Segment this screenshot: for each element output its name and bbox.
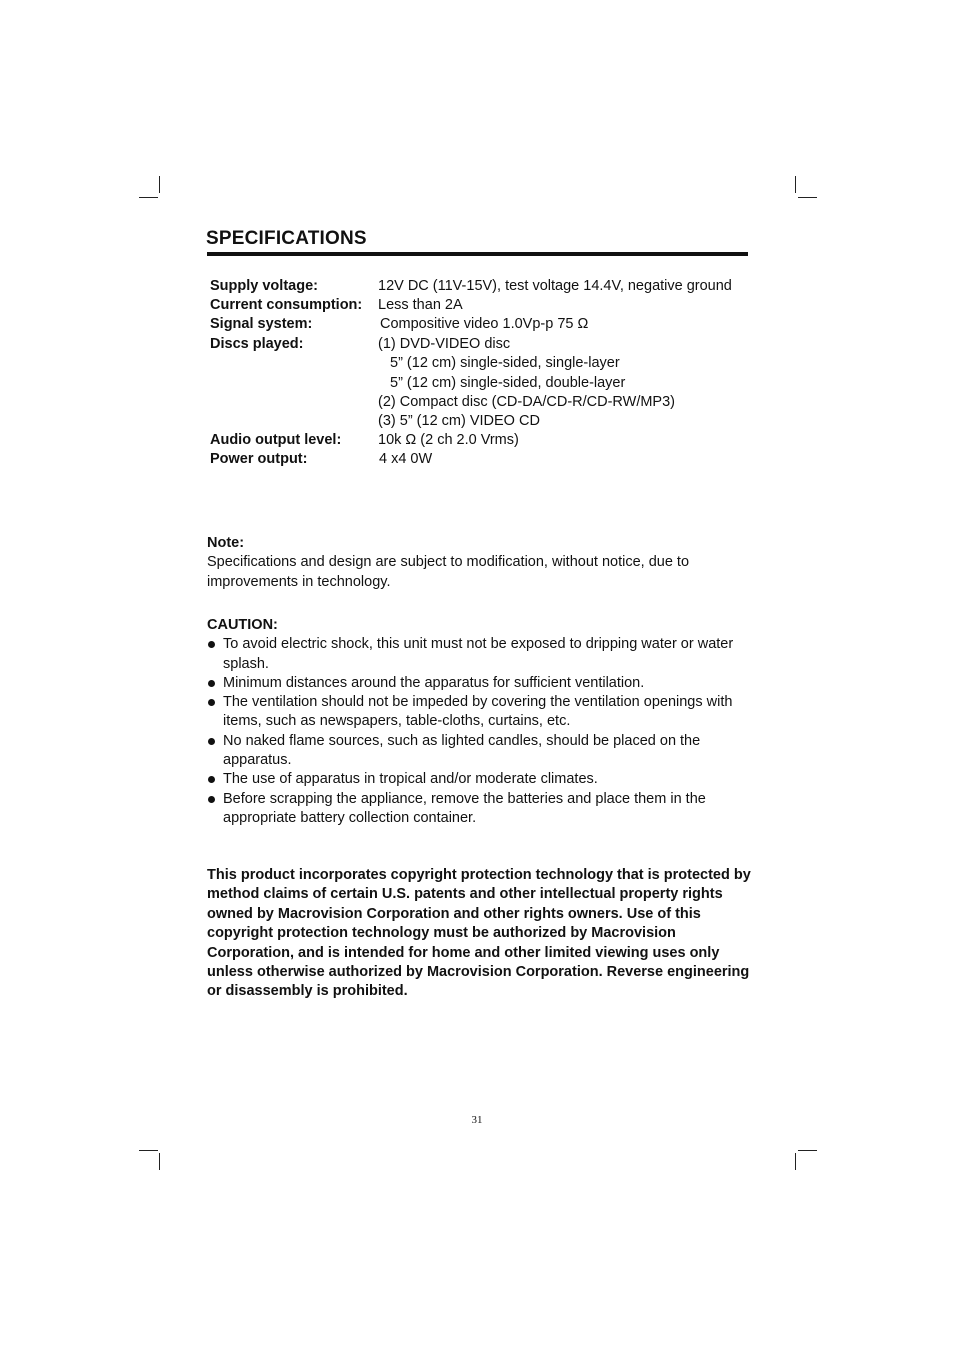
spec-value: 12V DC (11V-15V), test voltage 14.4V, negative ground — [378, 278, 732, 294]
caution-item: Minimum distances around the apparatus for sufficient ventilation. — [207, 674, 752, 693]
caution-item: No naked flame sources, such as lighted candles, should be placed on the apparatus. — [207, 732, 752, 771]
spec-label: Current consumption: — [210, 297, 363, 313]
caution-list — [207, 635, 752, 828]
spec-label: Supply voltage: — [210, 278, 318, 294]
spec-label: Power output: — [210, 451, 308, 467]
spec-value: Compositive video 1.0Vp-p 75 Ω — [380, 316, 589, 332]
spec-value: 5” (12 cm) single-sided, double-layer — [390, 374, 626, 391]
crop-mark — [139, 197, 158, 198]
spec-value: (1) DVD-VIDEO disc — [378, 336, 511, 352]
spec-value-list — [378, 335, 675, 431]
title-rule — [207, 252, 748, 256]
spec-value: Less than 2A — [378, 297, 463, 313]
crop-mark — [159, 1153, 160, 1170]
spec-value: 5” (12 cm) single-sided, single-layer — [390, 355, 620, 372]
crop-mark — [139, 1150, 158, 1151]
caution-section — [207, 616, 752, 828]
spec-value: 10k Ω (2 ch 2.0 Vrms) — [378, 432, 519, 448]
crop-mark — [795, 176, 796, 193]
crop-mark — [795, 1153, 796, 1170]
note-section — [207, 534, 752, 592]
note-text: Specifications and design are subject to modification, without notice, due to improvements in technology. — [207, 554, 690, 590]
copyright-notice: This product incorporates copyright protection technology that is protected by method claims of certain U.S. patents and other intellectual property rights owned by Macrovision Corporation and other rights owners. Use of this copyright protection technology must be authorized by Macrovision Corporation, and is intended for home and other limited viewing uses only unless otherwise authorized by Macrovision Corporation. Reverse engineering or disassembly is prohibited. — [207, 867, 751, 1000]
spec-value: (3) 5” (12 cm) VIDEO CD — [378, 413, 540, 430]
caution-item: The ventilation should not be impeded by covering the ventilation openings with items, such as newspapers, table-cloths, curtains, etc. — [207, 693, 752, 732]
crop-mark — [798, 197, 817, 198]
spec-value: (2) Compact disc (CD-DA/CD-R/CD-RW/MP3) — [378, 393, 675, 410]
caution-item: Before scrapping the appliance, remove the batteries and place them in the appropriate battery collection container. — [207, 790, 752, 829]
note-heading: Note: — [207, 535, 245, 551]
caution-item: The use of apparatus in tropical and/or moderate climates. — [207, 770, 752, 789]
page-number: 31 — [471, 1114, 483, 1126]
spec-value: 4 x4 0W — [379, 451, 433, 467]
caution-item: To avoid electric shock, this unit must not be exposed to dripping water or water splash. — [207, 635, 752, 674]
crop-mark — [159, 176, 160, 193]
caution-heading: CAUTION: — [207, 617, 278, 633]
spec-label: Audio output level: — [210, 432, 342, 448]
crop-mark — [798, 1150, 817, 1151]
spec-label: Signal system: — [210, 316, 313, 332]
spec-label: Discs played: — [210, 336, 304, 352]
page-title: SPECIFICATIONS — [206, 228, 367, 249]
